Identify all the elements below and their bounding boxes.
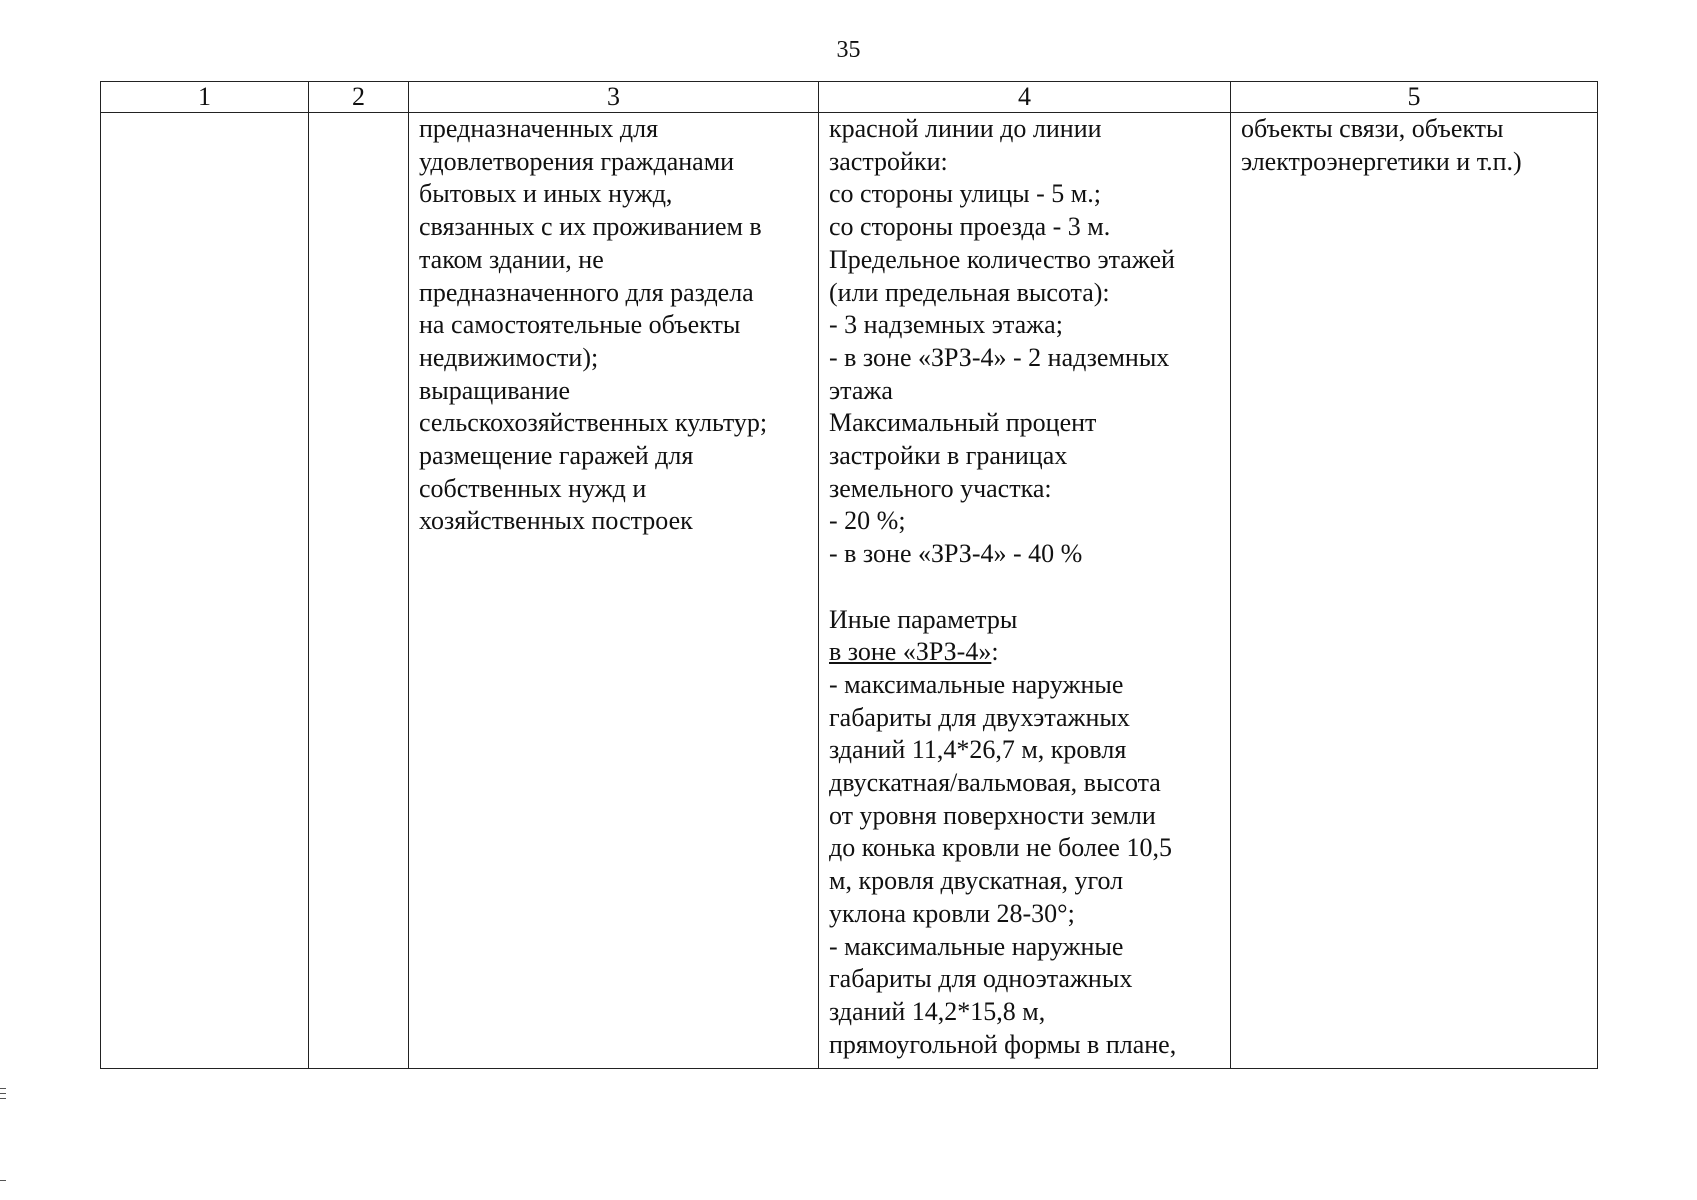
zone-label-colon: : [991, 637, 999, 667]
cell-col-2 [309, 113, 409, 1069]
cell-col-1 [101, 113, 309, 1069]
other-parameters-text: - максимальные наружные габариты для двухэтажных зданий 11,4*26,7 м, кровля двускатная/вальмовая, высота от уровня поверхности земли до конька кровли не более 10,5 м, кровля двускатная, угол уклона кровли 28-30°; - максимальные наружные габариты для одноэтажных зданий 14,2*15,8 м, прямоугольной формы в плане, [829, 669, 1177, 1059]
zoning-regulations-table [100, 81, 1598, 1069]
auxiliary-uses-text: объекты связи, объекты электроэнергетики и т.п.) [1241, 114, 1522, 176]
zone-label-line [829, 636, 1222, 669]
zone-label-underlined: в зоне «ЗРЗ-4» [829, 637, 992, 667]
scan-margin-mark [0, 1093, 6, 1094]
column-header-4: 4 [819, 82, 1231, 113]
cell-col-5 [1231, 113, 1598, 1069]
permitted-uses-text: предназначенных для удовлетворения гражданами бытовых и иных нужд, связанных с их проживанием в таком здании, не предназначенного для раздела на самостоятельные объекты недвижимости); выращивание сельскохозяйственных культур; размещение гаражей для собственных нужд и хозяйственных построек [419, 114, 768, 536]
cell-col-4 [819, 113, 1231, 1069]
column-header-3: 3 [409, 82, 819, 113]
page-number: 35 [836, 37, 861, 63]
scan-margin-mark [0, 1180, 6, 1181]
paragraph-gap [829, 571, 1222, 604]
table-row [101, 113, 1598, 1069]
scan-margin-mark [0, 1088, 6, 1089]
column-header-5: 5 [1231, 82, 1598, 113]
building-parameters-text: красной линии до линии застройки: со стороны улицы - 5 м.; со стороны проезда - 3 м. Предельное количество этажей (или предельная высота): - 3 надземных этажа; - в зоне «ЗРЗ-4» - 2 надземных этажа Максимальный процент застройки в границах земельного участка: - 20 %; - в зоне «ЗРЗ-4» - 40 % [829, 114, 1175, 569]
cell-col-3 [409, 113, 819, 1069]
column-header-1: 1 [101, 82, 309, 113]
table-header-row [101, 82, 1598, 113]
column-header-2: 2 [309, 82, 409, 113]
scan-margin-mark [0, 1098, 6, 1099]
other-parameters-heading: Иные параметры [829, 604, 1018, 634]
